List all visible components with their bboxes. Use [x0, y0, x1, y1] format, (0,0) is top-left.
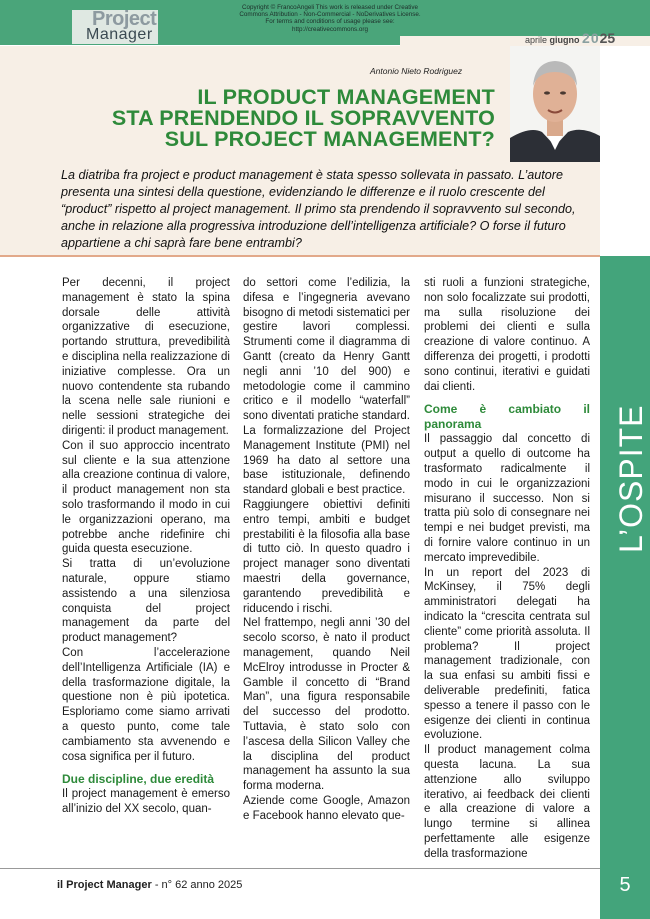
paragraph: Il product management colma questa lacuna. La sua attenzione allo sviluppo iterativo, ai feedback dei clienti e alla creazione di valore a lungo termine si allinea perfettamente alle esigenze della trasformazione	[424, 744, 590, 860]
magazine-name: il Project Manager	[57, 879, 152, 891]
paragraph: Si tratta di un’evoluzione naturale, oppure stiamo assistendo a una silenziosa conquista del project management da parte del product management?	[62, 558, 230, 645]
title-line: SUL PROJECT MANAGEMENT?	[164, 127, 495, 151]
date-month-1: aprile	[525, 35, 548, 45]
page-number: 5	[619, 874, 631, 896]
paragraph: Per decenni, il project management è stato la spina dorsale delle attività organizzative di esecuzione, portando struttura, prevedibilità e disciplina nella realizzazione di iniziative complesse. Ora un nuovo contendente sta rubando la scena nelle sale riunioni e nelle sessioni strategiche dei dirigenti: il product management.	[62, 277, 230, 437]
text-column-1	[62, 276, 230, 817]
title-line: STA PRENDENDO IL SOPRAVVENTO	[111, 106, 495, 130]
footer-divider	[0, 868, 600, 869]
paragraph: In un report del 2023 di McKinsey, il 75% degli amministratori delegati ha indicato la “crescita centrata sul cliente” come priorità assoluta. Il problema? Il project management tradizionale, con la sua enfasi su ambiti fissi e deliverable predefiniti, fatica spesso a tenere il passo con le esigenze dei clienti in continua evoluzione.	[424, 566, 590, 742]
paragraph: Nel frattempo, negli anni ’30 del secolo scorso, è nato il product management, quando Neil McElroy introdusse in Procter & Gamble il concetto di “Brand Man”, una figura responsabile del successo del prodotto. Tuttavia, è stato solo con l’ascesa della Silicon Valley che la disciplina del product management ha assunto la sua forma moderna.	[243, 617, 410, 793]
text-column-3	[424, 276, 590, 861]
license-line: Copyright © FrancoAngeli This work is released under Creative	[241, 4, 419, 11]
paragraph: Il passaggio dal concetto di output a quello di outcome ha trasformato radicalmente il modo in cui le organizzazioni misurano il successo. Non si tratta più solo di consegnare nei tempi e nei budget previsti, ma di fornire valore continuo in un mercato imprevedibile.	[424, 433, 590, 564]
issue-date	[525, 32, 615, 46]
issue-info: - n° 62 anno 2025	[151, 879, 243, 891]
text-column-2	[243, 276, 410, 823]
date-year-1: 20	[582, 30, 600, 46]
author-photo	[510, 46, 600, 162]
license-line: Commons Attribution - Non-Commercial - NoDerivatives License.	[239, 11, 421, 19]
paragraph: Con il suo approccio incentrato sul cliente e la sua attenzione alla creazione continua di valore, il product management non sta solo trasformando il modo in cui le organizzazioni operano, ma potrebbe anche ridefinire chi guida questa esecuzione.	[62, 439, 230, 556]
paragraph: do settori come l’edilizia, la difesa e l’ingegneria avevano bisogno di metodi sistematici per gestire lavori complessi. Strumenti come il diagramma di Gantt (creato da Henry Gantt negli anni ’10 del 900) e metodologie come il cammino critico e il modello “waterfall” sono diventati pratiche standard. La formalizzazione del Project Management Institute (PMI) nel 1969 ha dato al settore una base istituzionale, definendo standard globali e best practice.	[243, 277, 410, 497]
abstract-divider	[0, 255, 600, 257]
author-name: Antonio Nieto Rodriguez	[370, 66, 463, 76]
license-line: For terms and conditions of usage please see:	[265, 18, 395, 26]
license-notice	[210, 4, 450, 33]
paragraph: Il project management è emerso all’inizio del XX secolo, quan-	[62, 788, 230, 816]
date-year-2: 25	[599, 30, 616, 46]
logo-manager-text: Manager	[86, 26, 153, 43]
section-heading: Come è cambiato il panorama	[424, 402, 590, 432]
article-title	[90, 87, 495, 150]
paragraph: Raggiungere obiettivi definiti entro tempi, ambiti e budget prestabiliti è la filosofia alla base di tutto ciò. In questo quadro i project manager sono diventati maestri della governance, garantendo prevedibilità e riducendo i rischi.	[243, 498, 410, 615]
date-month-2: giugno	[549, 35, 580, 45]
section-label	[600, 258, 650, 558]
section-label-text: L’OSPITE	[613, 404, 649, 553]
article-abstract: La diatriba fra project e product management è stata spesso sollevata in passato. L’autore presenta una sintesi della questione, evidenziando le differenze e il ruolo crescente del “product” rispetto al project management. Il primo sta prendendo il sopravvento sul secondo, anche in relazione alla progressiva introduzione dell’intelligenza artificiale? O forse il futuro appartiene a chi saprà fare bene entrambi?	[61, 168, 576, 250]
section-heading: Due discipline, due eredità	[62, 772, 215, 787]
title-line: IL PRODUCT MANAGEMENT	[197, 85, 495, 109]
paragraph: sti ruoli a funzioni strategiche, non solo focalizzate sui prodotti, ma sulla risoluzione dei problemi dei clienti e sulla creazione di valore continuo. A differenza dei progetti, i prodotti sono continui, iterativi e guidati dai clienti.	[424, 277, 590, 393]
paragraph: Con l’accelerazione dell’Intelligenza Artificiale (IA) e della trasformazione digitale, la questione non è più ipotetica. Esploriamo come siamo arrivati a questo punto, come tale cambiamento sta avvenendo e cosa significa per il futuro.	[62, 646, 230, 763]
paragraph: Aziende come Google, Amazon e Facebook hanno elevato que-	[243, 794, 410, 822]
footer-citation	[57, 879, 242, 891]
logo-project-text: Project	[92, 8, 157, 30]
license-line: http://creativecommons.org	[292, 25, 368, 33]
